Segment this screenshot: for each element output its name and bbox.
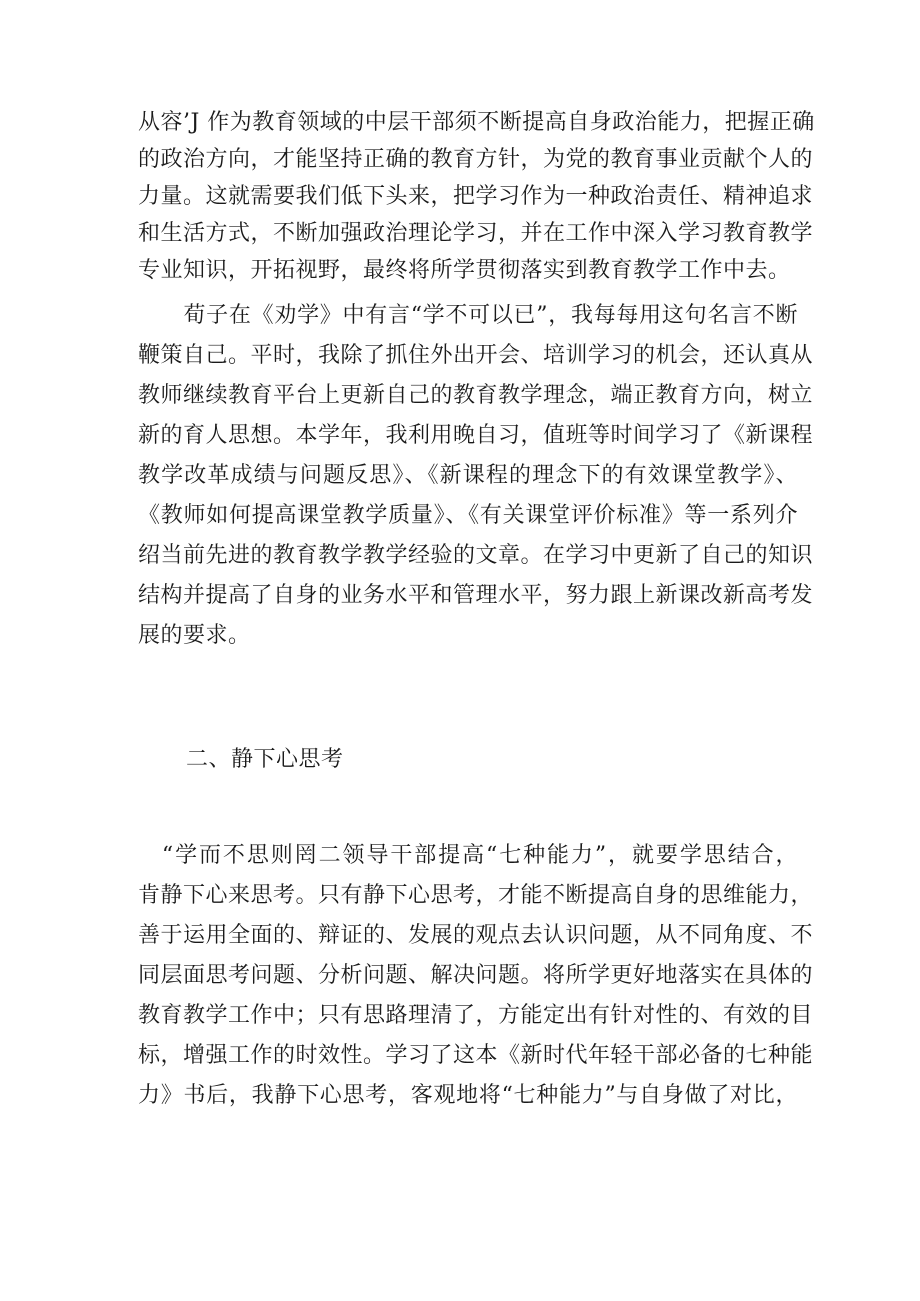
paragraph-line: 结构并提高了自身的业务水平和管理水平，努力跟上新课改新高考发 <box>138 583 814 608</box>
paragraph-line: 从容’J 作为教育领域的中层干部须不断提高自身政治能力，把握正确 <box>138 110 815 135</box>
paragraph-line: 肯静下心来思考。只有静下心思考，才能不断提高自身的思维能力， <box>138 883 814 908</box>
paragraph-line: 专业知识，开拓视野，最终将所学贯彻落实到教育教学工作中去。 <box>138 258 791 283</box>
paragraph-line: 力量。这就需要我们低下头来，把学习作为一种政治责任、精神追求 <box>138 184 814 209</box>
paragraph-line: 教师继续教育平台上更新自己的教育教学理念，端正教育方向，树立 <box>138 383 814 408</box>
paragraph-line: 标，增强工作的时效性。学习了这本《新时代年轻干部必备的七种能 <box>138 1043 814 1068</box>
paragraph-line: 展的要求。 <box>138 623 251 648</box>
paragraph-line: 教学改革成绩与问题反思》、《新课程的理念下的有效课堂教学》、 <box>138 463 798 488</box>
paragraph-political-ability <box>138 104 815 289</box>
paragraph-line: 鞭策自己。平时，我除了抓住外出开会、培训学习的机会，还认真从 <box>138 343 814 368</box>
paragraph-line: 和生活方式，不断加强政治理论学习，并在工作中深入学习教育教学 <box>138 221 814 246</box>
paragraph-line: 新的育人思想。本学年，我利用晚自习，值班等时间学习了《新课程 <box>138 423 814 448</box>
paragraph-continuous-learning <box>138 296 814 656</box>
paragraph-line: 教育教学工作中；只有思路理清了，方能定出有针对性的、有效的目 <box>138 1003 814 1028</box>
paragraph-line: 的政治方向，才能坚持正确的教育方针，为党的教育事业贡献个人的 <box>138 147 814 172</box>
paragraph-line: 绍当前先进的教育教学教学经验的文章。在学习中更新了自己的知识 <box>138 543 814 568</box>
paragraph-line: 《教师如何提高课堂教学质量》、《有关课堂评价标准》等一系列介 <box>138 503 798 528</box>
paragraph-line: 同层面思考问题、分析问题、解决问题。将所学更好地落实在具体的 <box>138 963 814 988</box>
paragraph-reflection <box>138 836 814 1116</box>
paragraph-line: 力》书后，我静下心思考，客观地将“七种能力”与自身做了对比， <box>138 1083 798 1108</box>
paragraph-line: 善于运用全面的、辩证的、发展的观点去认识问题，从不同角度、不 <box>138 923 814 948</box>
paragraph-line: “学而不思则罔二领导干部提高“七种能力”，就要学思结合， <box>138 843 798 868</box>
section-heading: 二、静下心思考 <box>186 747 344 772</box>
paragraph-line: 荀子在《劝学》中有言“学不可以已”，我每每用这句名言不断 <box>138 303 798 328</box>
